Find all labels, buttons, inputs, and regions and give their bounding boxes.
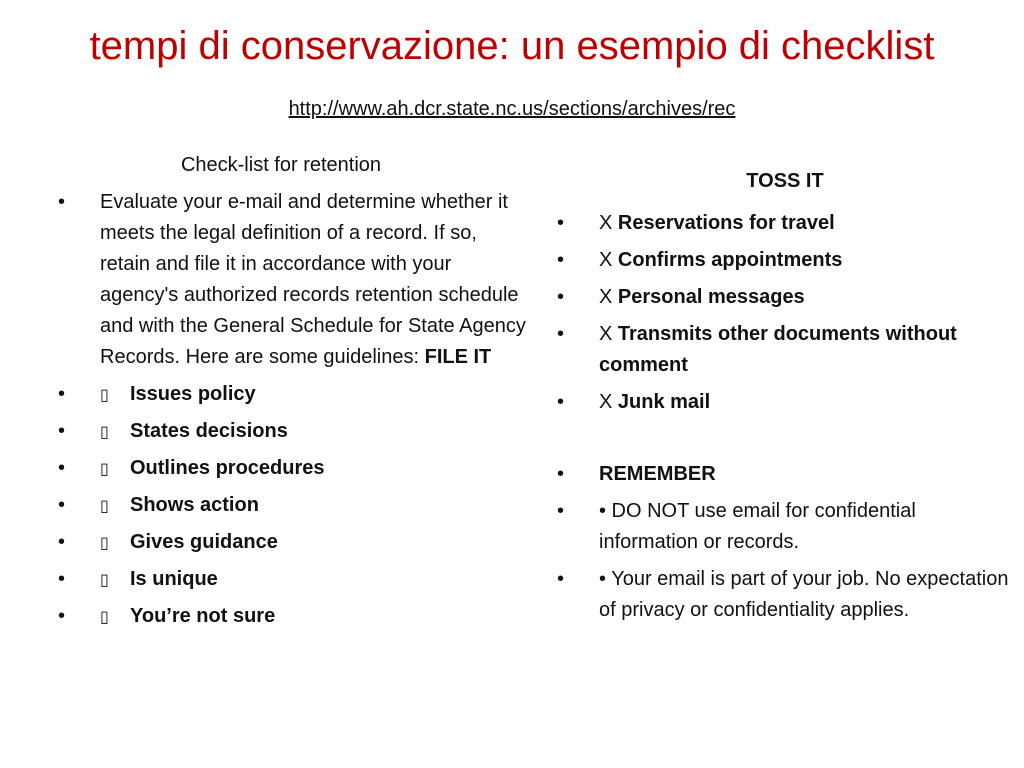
- checklist-list: [56, 187, 526, 632]
- x-mark: X: [599, 212, 613, 234]
- toss-list: [555, 208, 1015, 418]
- checkbox-icon: ▯: [100, 385, 109, 404]
- list-item: [56, 490, 526, 521]
- list-item: [555, 564, 1015, 626]
- checklist-heading: Check-list for retention: [180, 154, 382, 176]
- toss-it-heading: TOSS IT: [746, 170, 824, 192]
- retention-checklist-column: [56, 150, 526, 638]
- checkbox-icon: ▯: [100, 422, 109, 441]
- bullet-icon: •: [58, 191, 66, 213]
- item-label: States decisions: [130, 420, 288, 442]
- bullet-icon: •: [58, 568, 66, 590]
- item-label: Transmits other documents without comment: [599, 323, 957, 376]
- x-mark: X: [599, 323, 613, 345]
- bullet-icon: •: [557, 391, 565, 413]
- x-mark: X: [599, 286, 613, 308]
- list-item: [56, 601, 526, 632]
- list-item: [56, 564, 526, 595]
- section-spacer: [555, 424, 1015, 459]
- list-item: [555, 208, 1015, 239]
- remember-label: REMEMBER: [599, 463, 716, 485]
- bullet-icon: •: [557, 568, 565, 590]
- list-item: [56, 453, 526, 484]
- list-item: [56, 379, 526, 410]
- checkbox-icon: ▯: [100, 533, 109, 552]
- x-mark: X: [599, 249, 613, 271]
- list-item: [555, 496, 1015, 558]
- item-label: Junk mail: [617, 391, 711, 413]
- item-label: You’re not sure: [130, 605, 276, 627]
- list-item: [56, 527, 526, 558]
- item-label: Gives guidance: [130, 531, 278, 553]
- bullet-icon: •: [58, 605, 66, 627]
- remember-list: [555, 459, 1015, 626]
- item-label: Reservations for travel: [617, 212, 835, 234]
- list-item: [555, 319, 1015, 381]
- item-label: Outlines procedures: [130, 457, 325, 479]
- list-item: [555, 245, 1015, 276]
- item-label: Shows action: [130, 494, 259, 516]
- bullet-icon: •: [58, 457, 66, 479]
- bullet-icon: •: [557, 212, 565, 234]
- item-label: Is unique: [130, 568, 218, 590]
- list-item: [56, 416, 526, 447]
- x-mark: X: [599, 391, 613, 413]
- item-label: Confirms appointments: [617, 249, 843, 271]
- note-text: • DO NOT use email for confidential information or records.: [599, 500, 916, 553]
- archives-link[interactable]: http://www.ah.dcr.state.nc.us/sections/archives/rec: [288, 98, 736, 120]
- toss-it-column: [555, 166, 1015, 632]
- list-item: [555, 282, 1015, 313]
- bullet-icon: •: [557, 286, 565, 308]
- intro-text: Evaluate your e-mail and determine whether it meets the legal definition of a record. If so, retain and file it in accordance with your agency's authorized records retention schedule and with the General Schedule for State Agency Records. Here are some guidelines:: [100, 191, 526, 368]
- checkbox-icon: ▯: [100, 496, 109, 515]
- checkbox-icon: ▯: [100, 459, 109, 478]
- bullet-icon: •: [557, 500, 565, 522]
- file-it-label: FILE IT: [424, 346, 492, 368]
- list-item: [555, 459, 1015, 490]
- bullet-icon: •: [557, 463, 565, 485]
- list-item: [56, 187, 526, 373]
- list-item: [555, 387, 1015, 418]
- bullet-icon: •: [557, 249, 565, 271]
- bullet-icon: •: [58, 494, 66, 516]
- bullet-icon: •: [557, 323, 565, 345]
- item-label: Issues policy: [130, 383, 256, 405]
- checkbox-icon: ▯: [100, 607, 109, 626]
- checkbox-icon: ▯: [100, 570, 109, 589]
- bullet-icon: •: [58, 383, 66, 405]
- note-text: • Your email is part of your job. No expectation of privacy or confidentiality applies.: [599, 568, 1009, 621]
- bullet-icon: •: [58, 531, 66, 553]
- item-label: Personal messages: [617, 286, 805, 308]
- slide-title: tempi di conservazione: un esempio di checklist: [89, 24, 935, 68]
- bullet-icon: •: [58, 420, 66, 442]
